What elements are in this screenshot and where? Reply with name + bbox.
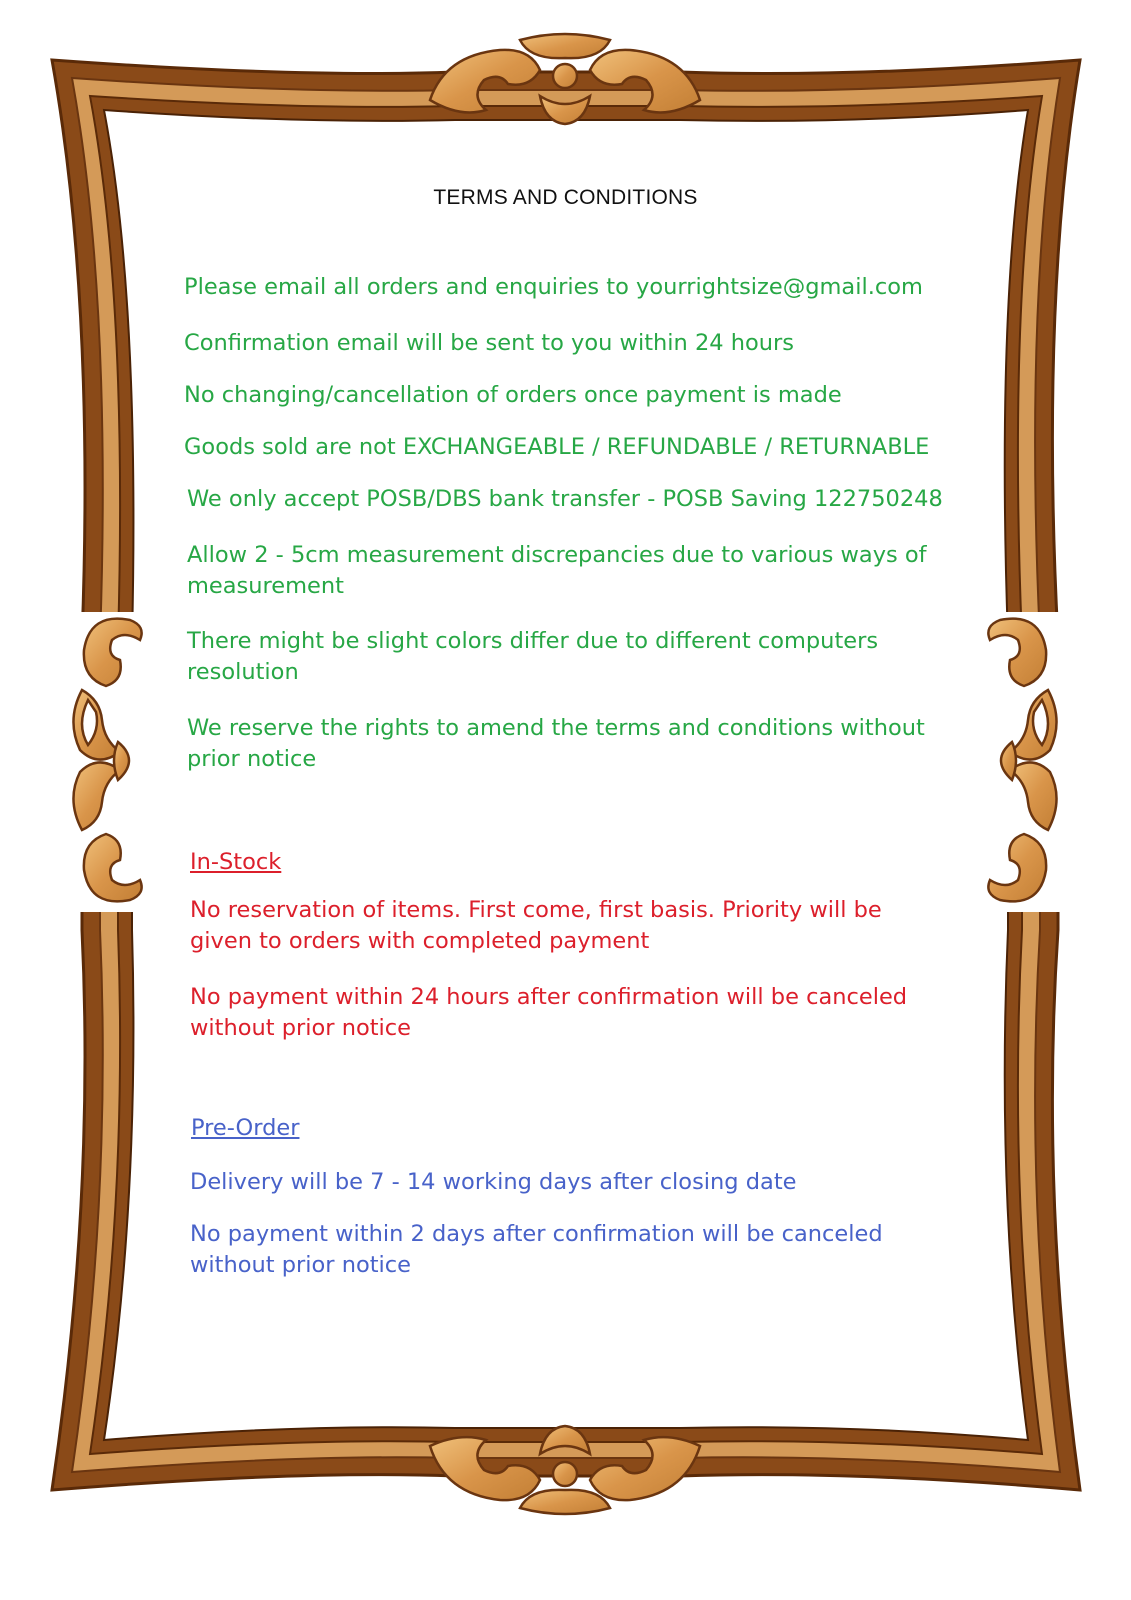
term-colors-line1: There might be slight colors differ due to different computers	[187, 628, 879, 654]
in-stock-payment-line2: without prior notice	[190, 1015, 412, 1041]
pre-order-payment-line1: No payment within 2 days after confirmation will be canceled	[190, 1221, 883, 1247]
term-email: Please email all orders and enquiries to yourrightsize@gmail.com	[184, 274, 923, 300]
term-measurement-line2: measurement	[187, 573, 344, 599]
term-no-returns: Goods sold are not EXCHANGEABLE / REFUNDABLE / RETURNABLE	[184, 434, 930, 460]
term-amend-line1: We reserve the rights to amend the terms and conditions without	[187, 715, 925, 741]
pre-order-heading: Pre-Order	[191, 1115, 300, 1141]
in-stock-reservation-line2: given to orders with completed payment	[190, 928, 650, 954]
term-bank-transfer: We only accept POSB/DBS bank transfer - POSB Saving 122750248	[187, 486, 943, 512]
term-confirmation: Confirmation email will be sent to you within 24 hours	[184, 330, 794, 356]
in-stock-payment-line1: No payment within 24 hours after confirmation will be canceled	[190, 984, 908, 1010]
term-amend-line2: prior notice	[187, 746, 317, 772]
in-stock-heading: In-Stock	[190, 849, 282, 875]
pre-order-delivery: Delivery will be 7 - 14 working days after closing date	[190, 1169, 797, 1195]
in-stock-reservation-line1: No reservation of items. First come, first basis. Priority will be	[190, 897, 882, 923]
pre-order-payment-line2: without prior notice	[190, 1252, 412, 1278]
term-no-changes: No changing/cancellation of orders once payment is made	[184, 382, 842, 408]
page-title: TERMS AND CONDITIONS	[433, 186, 698, 209]
term-measurement-line1: Allow 2 - 5cm measurement discrepancies due to various ways of	[187, 542, 927, 568]
top-scroll-ornament	[430, 34, 700, 124]
term-colors-line2: resolution	[187, 659, 299, 685]
bottom-scroll-ornament	[430, 1426, 700, 1514]
